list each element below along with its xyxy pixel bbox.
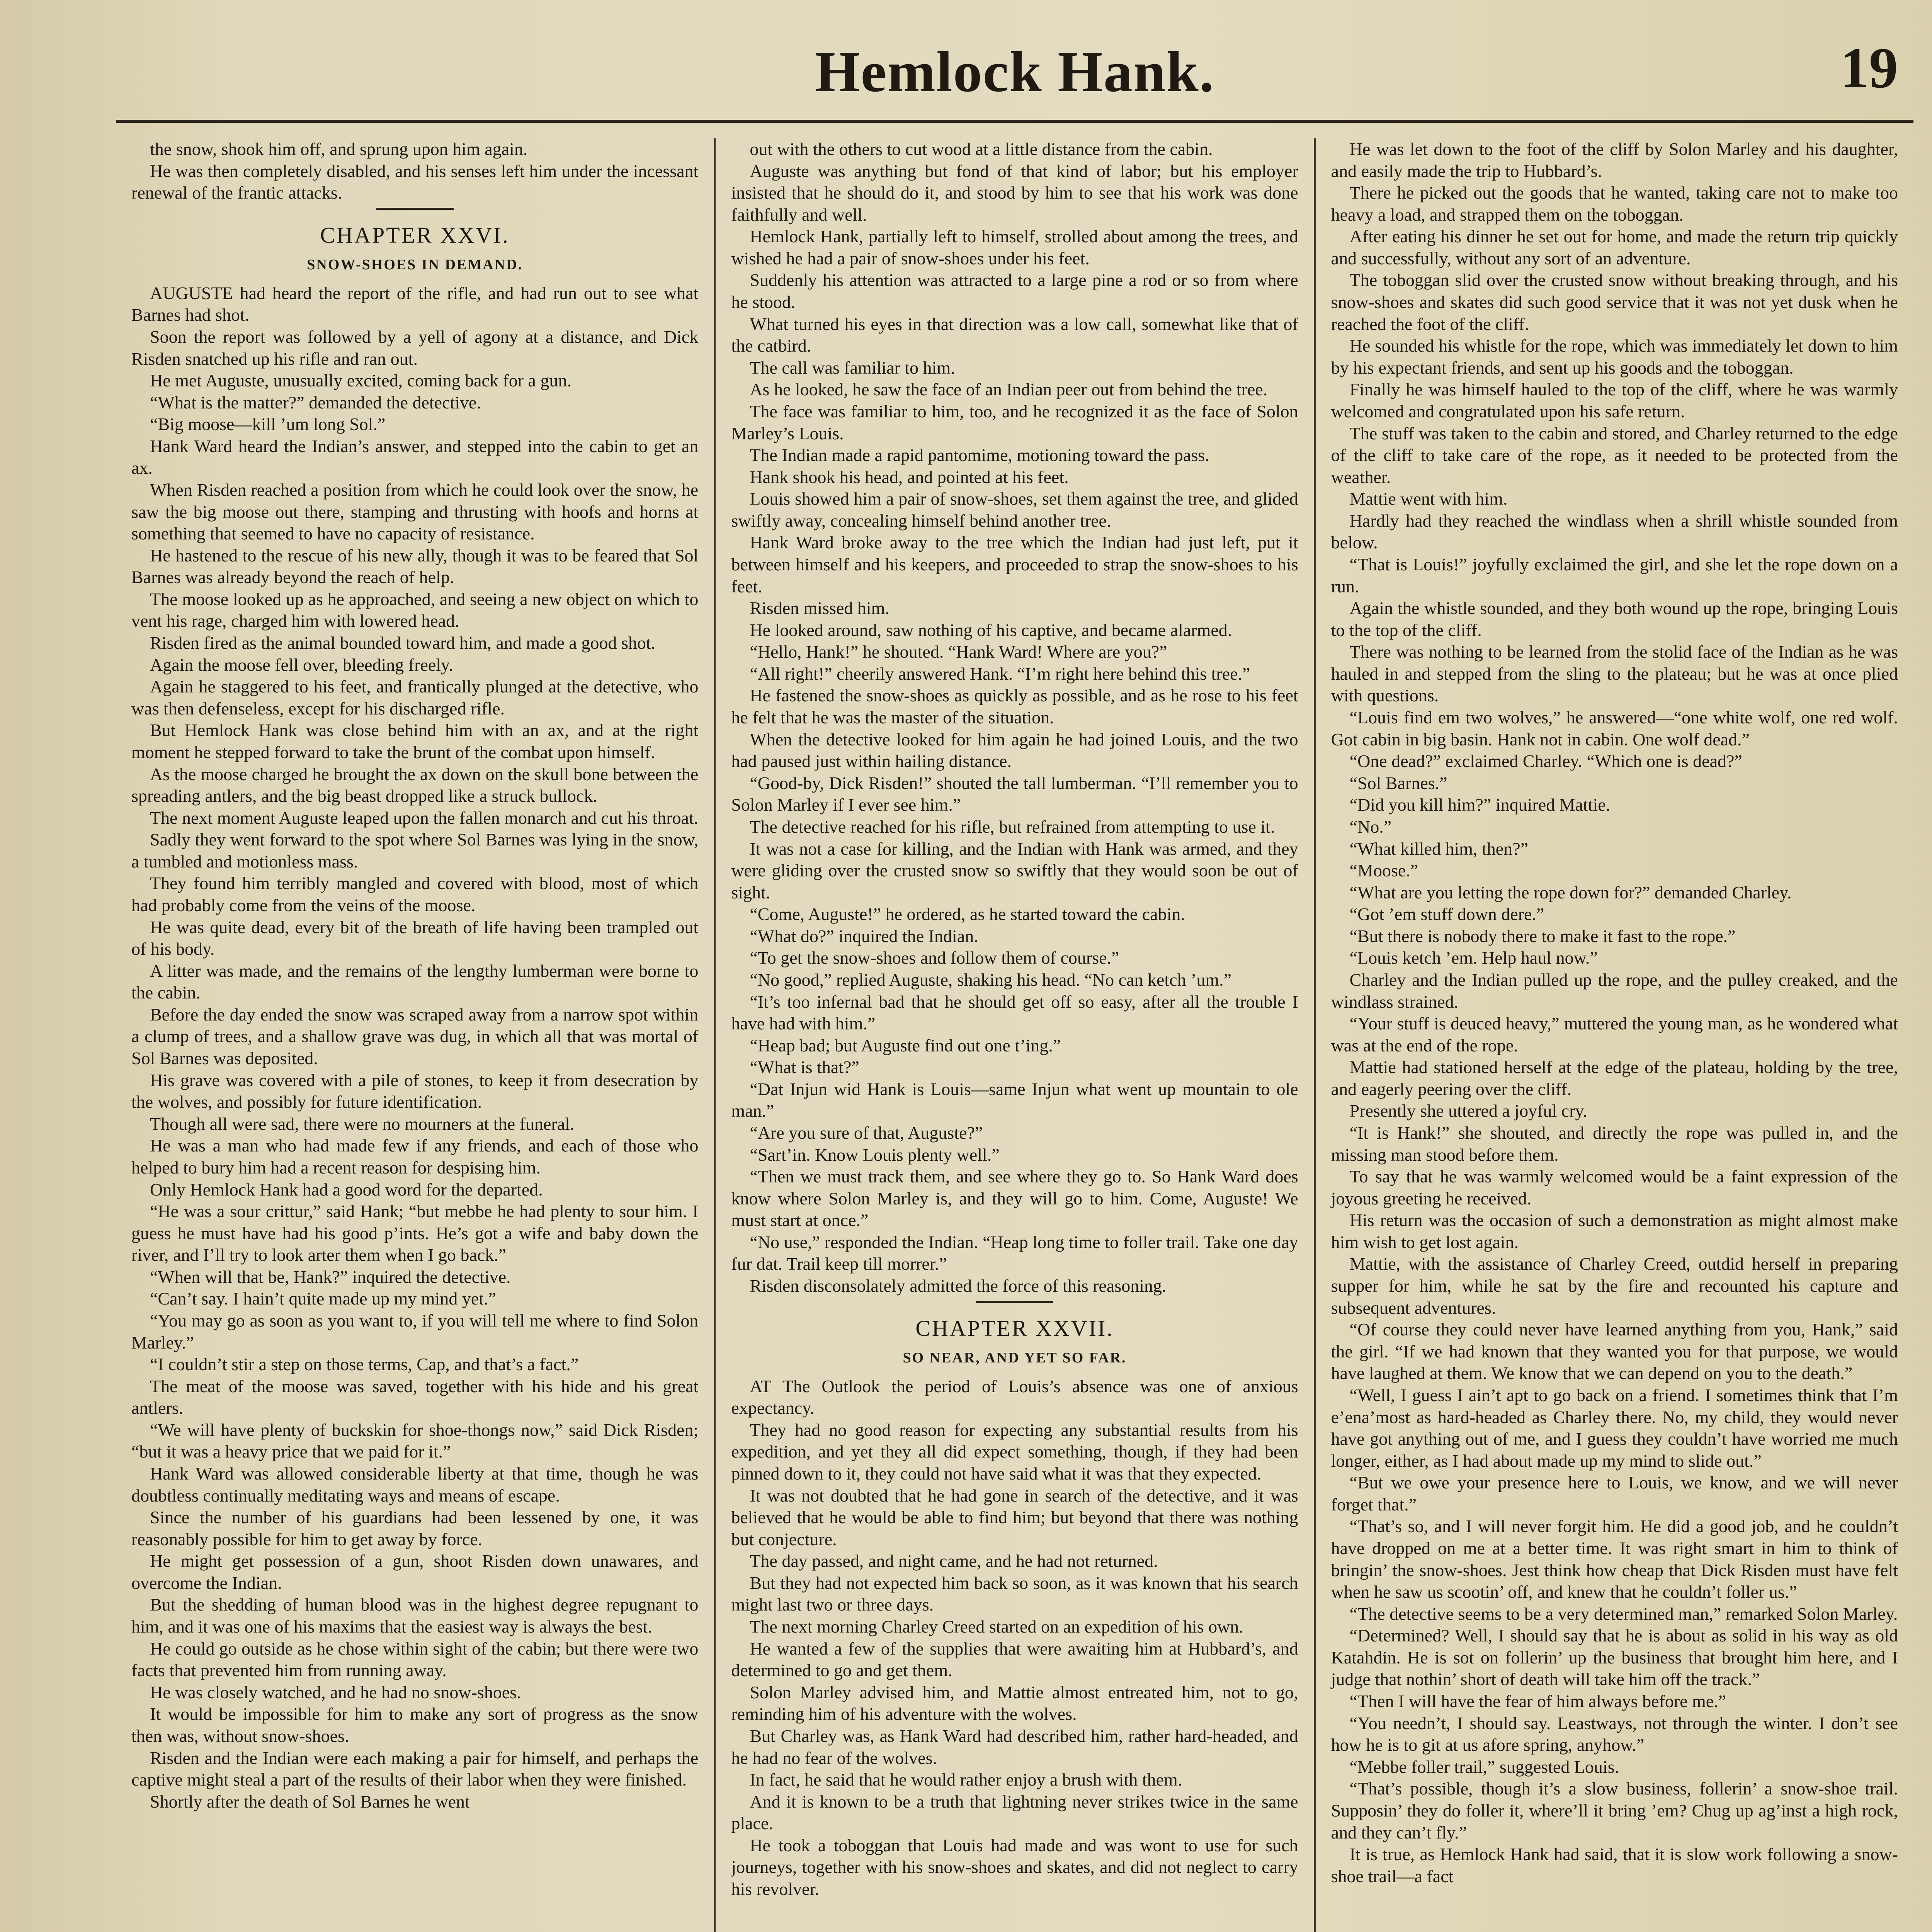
paragraph: “When will that be, Hank?” inquired the detective. bbox=[150, 1267, 511, 1287]
paragraph: “Dat Injun wid Hank is Louis—same Injun what went up mountain to ole man.” bbox=[731, 1079, 1298, 1121]
paragraph: “What are you letting the rope down for?” demanded Charley. bbox=[1349, 882, 1792, 902]
paragraph: “But there is nobody there to make it fast to the rope.” bbox=[1349, 926, 1736, 946]
paragraph: Again he staggered to his feet, and frantically plunged at the detective, who was then defenseless, except for his discharged rifle. bbox=[131, 677, 699, 718]
paragraph: Auguste was anything but fond of that kind of labor; but his employer insisted that he should do it, and stood by him to see that his work was done faithfully and well. bbox=[731, 161, 1298, 224]
paragraph: He was then completely disabled, and his senses left him under the incessant renewal of the frantic attacks. bbox=[131, 161, 699, 203]
paragraph: When the detective looked for him again he had joined Louis, and the two had paused just within hailing distance. bbox=[731, 729, 1298, 771]
paragraph: Risden fired as the animal bounded toward him, and made a good shot. bbox=[150, 633, 656, 653]
paragraph: “Did you kill him?” inquired Mattie. bbox=[1349, 795, 1611, 815]
paragraph: He looked around, saw nothing of his captive, and became alarmed. bbox=[750, 620, 1232, 640]
column-3 bbox=[1314, 138, 1913, 1932]
paragraph: Mattie, with the assistance of Charley Creed, outdid herself in preparing supper for him, while he sat by the fire and recounted his capture and subsequent adventures. bbox=[1331, 1254, 1898, 1318]
paragraph: There was nothing to be learned from the stolid face of the Indian as he was hauled in and stepped from the sling to the plateau; but he was at once plied with questions. bbox=[1331, 642, 1898, 706]
paragraph: Shortly after the death of Sol Barnes he went bbox=[150, 1791, 470, 1811]
paragraph: He was closely watched, and he had no snow-shoes. bbox=[150, 1682, 521, 1702]
page-header bbox=[116, 23, 1913, 123]
paragraph: AUGUSTE had heard the report of the rifle, and had run out to see what Barnes had shot. bbox=[131, 283, 699, 325]
paragraph: They had no good reason for expecting any substantial results from his expedition, and yet they all did expect something, though, if they had been pinned down to it, they could not have said what it was that they expected. bbox=[731, 1420, 1298, 1484]
chapter-subtitle: SO NEAR, AND YET SO FAR. bbox=[903, 1349, 1127, 1366]
paragraph: “You needn’t, I should say. Leastways, not through the winter. I don’t see how he is to git at us afore spring, anyhow.” bbox=[1331, 1713, 1898, 1755]
chapter-subtitle: SNOW-SHOES IN DEMAND. bbox=[307, 257, 523, 273]
paragraph: “That is Louis!” joyfully exclaimed the girl, and she let the rope down on a run. bbox=[1331, 554, 1898, 596]
paragraph: He wanted a few of the supplies that were awaiting him at Hubbard’s, and determined to go and get them. bbox=[731, 1638, 1298, 1680]
paragraph: AT The Outlook the period of Louis’s absence was one of anxious expectancy. bbox=[731, 1376, 1298, 1418]
paragraph: “Good-by, Dick Risden!” shouted the tall lumberman. “I’ll remember you to Solon Marley if I ever see him.” bbox=[731, 773, 1298, 815]
paragraph: “One dead?” exclaimed Charley. “Which one is dead?” bbox=[1349, 751, 1742, 771]
paragraph: It would be impossible for him to make any sort of progress as the snow then was, without snow-shoes. bbox=[131, 1704, 699, 1746]
chapter-divider bbox=[976, 1301, 1053, 1303]
paragraph: Finally he was himself hauled to the top of the cliff, where he was warmly welcomed and congratulated upon his safe return. bbox=[1331, 379, 1898, 421]
paragraph: “Then we must track them, and see where they go to. So Hank Ward does know where Solon Marley is, and they will go to him. Come, Auguste! We must start at once.” bbox=[731, 1167, 1298, 1230]
paragraph: Sadly they went forward to the spot where Sol Barnes was lying in the snow, a tumbled and motionless mass. bbox=[131, 830, 699, 871]
paragraph: “It’s too infernal bad that he should get off so easy, after all the trouble I have had with him.” bbox=[731, 992, 1298, 1034]
column-2 bbox=[714, 138, 1313, 1932]
paragraph: The next moment Auguste leaped upon the fallen monarch and cut his throat. bbox=[150, 808, 699, 828]
paragraph: A litter was made, and the remains of the lengthy lumberman were borne to the cabin. bbox=[131, 961, 699, 1003]
paragraph: “That’s possible, though it’s a slow business, follerin’ a snow-shoe trail. Supposin’ they do foller it, where’ll it bring ’em? Chug up ag’inst a high rock, and they can’t fly.” bbox=[1331, 1779, 1898, 1842]
paragraph: “No good,” replied Auguste, shaking his head. “No can ketch ’um.” bbox=[750, 969, 1232, 990]
paragraph: The toboggan slid over the crusted snow without breaking through, and his snow-shoes and skates did such good service that it was not yet dusk when he reached the foot of the cliff. bbox=[1331, 270, 1898, 334]
paragraph: Solon Marley advised him, and Mattie almost entreated him, not to go, reminding him of his adventure with the wolves. bbox=[731, 1682, 1298, 1724]
paragraph: “You may go as soon as you want to, if you will tell me where to find Solon Marley.” bbox=[131, 1310, 699, 1352]
paragraph: Mattie went with him. bbox=[1349, 489, 1508, 509]
running-title: Hemlock Hank. bbox=[815, 40, 1215, 104]
paragraph: Hemlock Hank, partially left to himself, strolled about among the trees, and wished he had a pair of snow-shoes under his feet. bbox=[731, 226, 1298, 268]
paragraph: Risden disconsolately admitted the force of this reasoning. bbox=[750, 1276, 1167, 1296]
paragraph: “Determined? Well, I should say that he is about as solid in his way as old Katahdin. He is sot on follerin’ up the business that brought him here, and I judge that nothin’ short of death will take him off the track.” bbox=[1331, 1626, 1898, 1689]
paragraph: “Moose.” bbox=[1349, 861, 1418, 881]
paragraph: What turned his eyes in that direction was a low call, somewhat like that of the catbird. bbox=[731, 314, 1298, 356]
paragraph: The Indian made a rapid pantomime, motioning toward the pass. bbox=[750, 445, 1209, 465]
paragraph: He was let down to the foot of the cliff by Solon Marley and his daughter, and easily made the trip to Hubbard’s. bbox=[1331, 139, 1898, 181]
paragraph: Hardly had they reached the windlass when a shrill whistle sounded from below. bbox=[1331, 510, 1898, 553]
paragraph: Hank shook his head, and pointed at his feet. bbox=[750, 467, 1069, 487]
paragraph: He was quite dead, every bit of the breath of life having been trampled out of his body. bbox=[131, 917, 699, 959]
paragraph: He fastened the snow-shoes as quickly as possible, and as he rose to his feet he felt that he was the master of the situation. bbox=[731, 685, 1298, 728]
paragraph: “What killed him, then?” bbox=[1349, 838, 1529, 859]
paragraph: It is true, as Hemlock Hank had said, that it is slow work following a snow-shoe trail—a fact bbox=[1331, 1844, 1898, 1886]
paragraph: Before the day ended the snow was scraped away from a narrow spot within a clump of trees, and a shallow grave was dug, in which all that was mortal of Sol Barnes was deposited. bbox=[131, 1004, 699, 1068]
paragraph: The face was familiar to him, too, and he recognized it as the face of Solon Marley’s Louis. bbox=[731, 401, 1298, 443]
column-1 bbox=[116, 138, 714, 1932]
paragraph: To say that he was warmly welcomed would be a faint expression of the joyous greeting he received. bbox=[1331, 1167, 1898, 1208]
paragraph: He was a man who had made few if any friends, and each of those who helped to bury him had a recent reason for despising him. bbox=[131, 1136, 699, 1177]
paragraph: Soon the report was followed by a yell of agony at a distance, and Dick Risden snatched up his rifle and ran out. bbox=[131, 327, 699, 369]
paragraph: “Big moose—kill ’um long Sol.” bbox=[150, 414, 386, 434]
paragraph: Hank Ward heard the Indian’s answer, and stepped into the cabin to get an ax. bbox=[131, 436, 699, 478]
paragraph: His grave was covered with a pile of stones, to keep it from desecration by the wolves, and possibly for future identification. bbox=[131, 1070, 699, 1112]
paragraph: Risden and the Indian were each making a pair for himself, and perhaps the captive might steal a part of the results of their labor when they were finished. bbox=[131, 1748, 699, 1790]
paragraph: Louis showed him a pair of snow-shoes, set them against the tree, and glided swiftly away, concealing himself behind another tree. bbox=[731, 489, 1298, 531]
chapter-heading: CHAPTER XXVI. bbox=[320, 222, 510, 248]
paragraph: It was not doubted that he had gone in search of the detective, and it was believed that he would be able to find him; but beyond that there was nothing but conjecture. bbox=[731, 1485, 1298, 1549]
paragraph: It was not a case for killing, and the Indian with Hank was armed, and they were gliding over the crusted snow so swiftly that they would soon be out of sight. bbox=[731, 838, 1298, 902]
paragraph: The detective reached for his rifle, but refrained from attempting to use it. bbox=[750, 816, 1275, 837]
paragraph: He could go outside as he chose within sight of the cabin; but there were two facts that prevented him from running away. bbox=[131, 1638, 699, 1680]
paragraph: “No.” bbox=[1349, 816, 1392, 837]
paragraph: “Can’t say. I hain’t quite made up my mind yet.” bbox=[150, 1289, 496, 1309]
paragraph: The day passed, and night came, and he had not returned. bbox=[750, 1551, 1158, 1571]
paragraph: As he looked, he saw the face of an Indian peer out from behind the tree. bbox=[750, 379, 1268, 400]
paragraph: “It is Hank!” she shouted, and directly the rope was pulled in, and the missing man stood before them. bbox=[1331, 1123, 1898, 1165]
paragraph: “To get the snow-shoes and follow them of course.” bbox=[750, 948, 1119, 968]
paragraph: But Hemlock Hank was close behind him with an ax, and at the right moment he stepped forward to take the brunt of the combat upon himself. bbox=[131, 720, 699, 762]
paragraph: Again the moose fell over, bleeding freely. bbox=[150, 655, 453, 675]
paragraph: “But we owe your presence here to Louis, we know, and we will never forget that.” bbox=[1331, 1473, 1898, 1514]
paragraph: “Are you sure of that, Auguste?” bbox=[750, 1123, 983, 1143]
paragraph: He met Auguste, unusually excited, coming back for a gun. bbox=[150, 371, 571, 391]
paragraph: When Risden reached a position from which he could look over the snow, he saw the big moose out there, stamping and thrusting with hoofs and horns at something that seemed to have no capacity of resistance. bbox=[131, 480, 699, 544]
paragraph: Though all were sad, there were no mourners at the funeral. bbox=[150, 1114, 575, 1134]
paragraph: There he picked out the goods that he wanted, taking care not to make too heavy a load, and strapped them on the toboggan. bbox=[1331, 183, 1898, 224]
paragraph: the snow, shook him off, and sprung upon him again. bbox=[150, 139, 528, 159]
paragraph: “Sol Barnes.” bbox=[1349, 773, 1447, 793]
paragraph: “Mebbe foller trail,” suggested Louis. bbox=[1349, 1757, 1619, 1777]
paragraph: Risden missed him. bbox=[750, 598, 889, 618]
paragraph: “We will have plenty of buckskin for shoe-thongs now,” said Dick Risden; “but it was a heavy price that we paid for it.” bbox=[131, 1420, 699, 1462]
paragraph: “What is the matter?” demanded the detective. bbox=[150, 392, 481, 412]
paragraph: “I couldn’t stir a step on those terms, Cap, and that’s a fact.” bbox=[150, 1354, 579, 1374]
paragraph: The meat of the moose was saved, together with his hide and his great antlers. bbox=[131, 1376, 699, 1418]
paragraph: “Heap bad; but Auguste find out one t’ing.” bbox=[750, 1035, 1061, 1055]
paragraph: He took a toboggan that Louis had made and was wont to use for such journeys, together with his snow-shoes and skates, and did not neglect to carry his revolver. bbox=[731, 1835, 1298, 1899]
paragraph: After eating his dinner he set out for home, and made the return trip quickly and successfully, without any sort of an adventure. bbox=[1331, 226, 1898, 268]
paragraph: Suddenly his attention was attracted to a large pine a rod or so from where he stood. bbox=[731, 270, 1298, 312]
paragraph: In fact, he said that he would rather enjoy a brush with them. bbox=[750, 1770, 1182, 1790]
paragraph: “Got ’em stuff down dere.” bbox=[1349, 904, 1544, 924]
paragraph: They found him terribly mangled and covered with blood, most of which had probably come from the veins of the moose. bbox=[131, 873, 699, 915]
paragraph: “Hello, Hank!” he shouted. “Hank Ward! Where are you?” bbox=[750, 642, 1167, 662]
paragraph: He might get possession of a gun, shoot Risden down unawares, and overcome the Indian. bbox=[131, 1551, 699, 1593]
page-number: 19 bbox=[1840, 36, 1898, 100]
paragraph: He sounded his whistle for the rope, which was immediately let down to him by his expectant friends, and sent up his goods and the toboggan. bbox=[1331, 336, 1898, 378]
paragraph: “Sart’in. Know Louis plenty well.” bbox=[750, 1145, 1000, 1165]
paragraph: “What is that?” bbox=[750, 1057, 859, 1077]
paragraph: Charley and the Indian pulled up the rope, and the pulley creaked, and the windlass strained. bbox=[1331, 969, 1898, 1012]
paragraph: Hank Ward was allowed considerable liberty at that time, though he was doubtless continually meditating ways and means of escape. bbox=[131, 1464, 699, 1505]
paragraph: But Charley was, as Hank Ward had described him, rather hard-headed, and he had no fear of the wolves. bbox=[731, 1726, 1298, 1768]
paragraph: “What do?” inquired the Indian. bbox=[750, 926, 978, 946]
chapter-divider bbox=[376, 208, 454, 210]
paragraph: “He was a sour crittur,” said Hank; “but mebbe he had plenty to sour him. I guess he must have had his good p’ints. He’s got a wife and baby down the river, and I’ll try to look arter them when I go back.” bbox=[131, 1201, 699, 1265]
paragraph: “Louis ketch ’em. Help haul now.” bbox=[1349, 948, 1598, 968]
paragraph: The next morning Charley Creed started on an expedition of his own. bbox=[750, 1617, 1243, 1637]
paragraph: Hank Ward broke away to the tree which the Indian had just left, put it between himself and his keepers, and proceeded to strap the snow-shoes to his feet. bbox=[731, 532, 1298, 596]
text-columns bbox=[116, 138, 1913, 1932]
paragraph: The moose looked up as he approached, and seeing a new object on which to vent his rage, charged him with lowered head. bbox=[131, 589, 699, 631]
paragraph: “Your stuff is deuced heavy,” muttered the young man, as he wondered what was at the end of the rope. bbox=[1331, 1014, 1898, 1055]
paragraph: Again the whistle sounded, and they both wound up the rope, bringing Louis to the top of the cliff. bbox=[1331, 598, 1898, 640]
paragraph: He hastened to the rescue of his new ally, though it was to be feared that Sol Barnes was already beyond the reach of help. bbox=[131, 545, 699, 587]
paragraph: “Come, Auguste!” he ordered, as he started toward the cabin. bbox=[750, 904, 1185, 924]
paragraph: The call was familiar to him. bbox=[750, 357, 955, 378]
paragraph: “Then I will have the fear of him always before me.” bbox=[1349, 1691, 1726, 1711]
paragraph: His return was the occasion of such a demonstration as might almost make him wish to get lost again. bbox=[1331, 1210, 1898, 1252]
paragraph: “Louis find em two wolves,” he answered—“one white wolf, one red wolf. Got cabin in big basin. Hank not in cabin. One wolf dead.” bbox=[1331, 707, 1898, 749]
paragraph: And it is known to be a truth that lightning never strikes twice in the same place. bbox=[731, 1791, 1298, 1833]
paragraph: “The detective seems to be a very determined man,” remarked Solon Marley. bbox=[1349, 1604, 1898, 1624]
paragraph: Only Hemlock Hank had a good word for the departed. bbox=[150, 1179, 543, 1199]
paragraph: “That’s so, and I will never forgit him. He did a good job, and he couldn’t have dropped on me at a better time. It was right smart in him to think of bringin’ the snow-shoes. Jest think how cheap that Dick Risden must have felt when he saw us scootin’ off, and knew that he couldn’t foller us.” bbox=[1331, 1516, 1898, 1602]
paragraph: “Well, I guess I ain’t apt to go back on a friend. I sometimes think that I’m e’ena’most as hard-headed as Charley there. No, my child, they would never have got anything out of me, and I guess they couldn’t have worried me much longer, either, as I had about made up my mind to slide out.” bbox=[1331, 1385, 1898, 1471]
paragraph: As the moose charged he brought the ax down on the skull bone between the spreading antlers, and the big beast dropped like a struck bullock. bbox=[131, 764, 699, 806]
paragraph: “No use,” responded the Indian. “Heap long time to foller trail. Take one day fur dat. Trail keep till morrer.” bbox=[731, 1232, 1298, 1274]
paragraph: But they had not expected him back so soon, as it was known that his search might last two or three days. bbox=[731, 1573, 1298, 1615]
paragraph: But the shedding of human blood was in the highest degree repugnant to him, and it was one of his maxims that the easiest way is always the best. bbox=[131, 1595, 699, 1637]
paragraph: “All right!” cheerily answered Hank. “I’m right here behind this tree.” bbox=[750, 663, 1250, 684]
paragraph: “Of course they could never have learned anything from you, Hank,” said the girl. “If we had known that they wanted you for that purpose, we would have laughed at them. We know that we can depend on you to the death.” bbox=[1331, 1320, 1898, 1383]
paragraph: The stuff was taken to the cabin and stored, and Charley returned to the edge of the cliff to take care of the rope, as it needed to be protected from the weather. bbox=[1331, 423, 1898, 487]
paragraph: Mattie had stationed herself at the edge of the plateau, holding by the tree, and eagerly peering over the cliff. bbox=[1331, 1057, 1898, 1099]
paragraph: out with the others to cut wood at a little distance from the cabin. bbox=[750, 139, 1213, 159]
paragraph: Presently she uttered a joyful cry. bbox=[1349, 1101, 1587, 1121]
paragraph: Since the number of his guardians had been lessened by one, it was reasonably possible for him to get away by force. bbox=[131, 1507, 699, 1549]
chapter-heading: CHAPTER XXVII. bbox=[915, 1315, 1114, 1341]
